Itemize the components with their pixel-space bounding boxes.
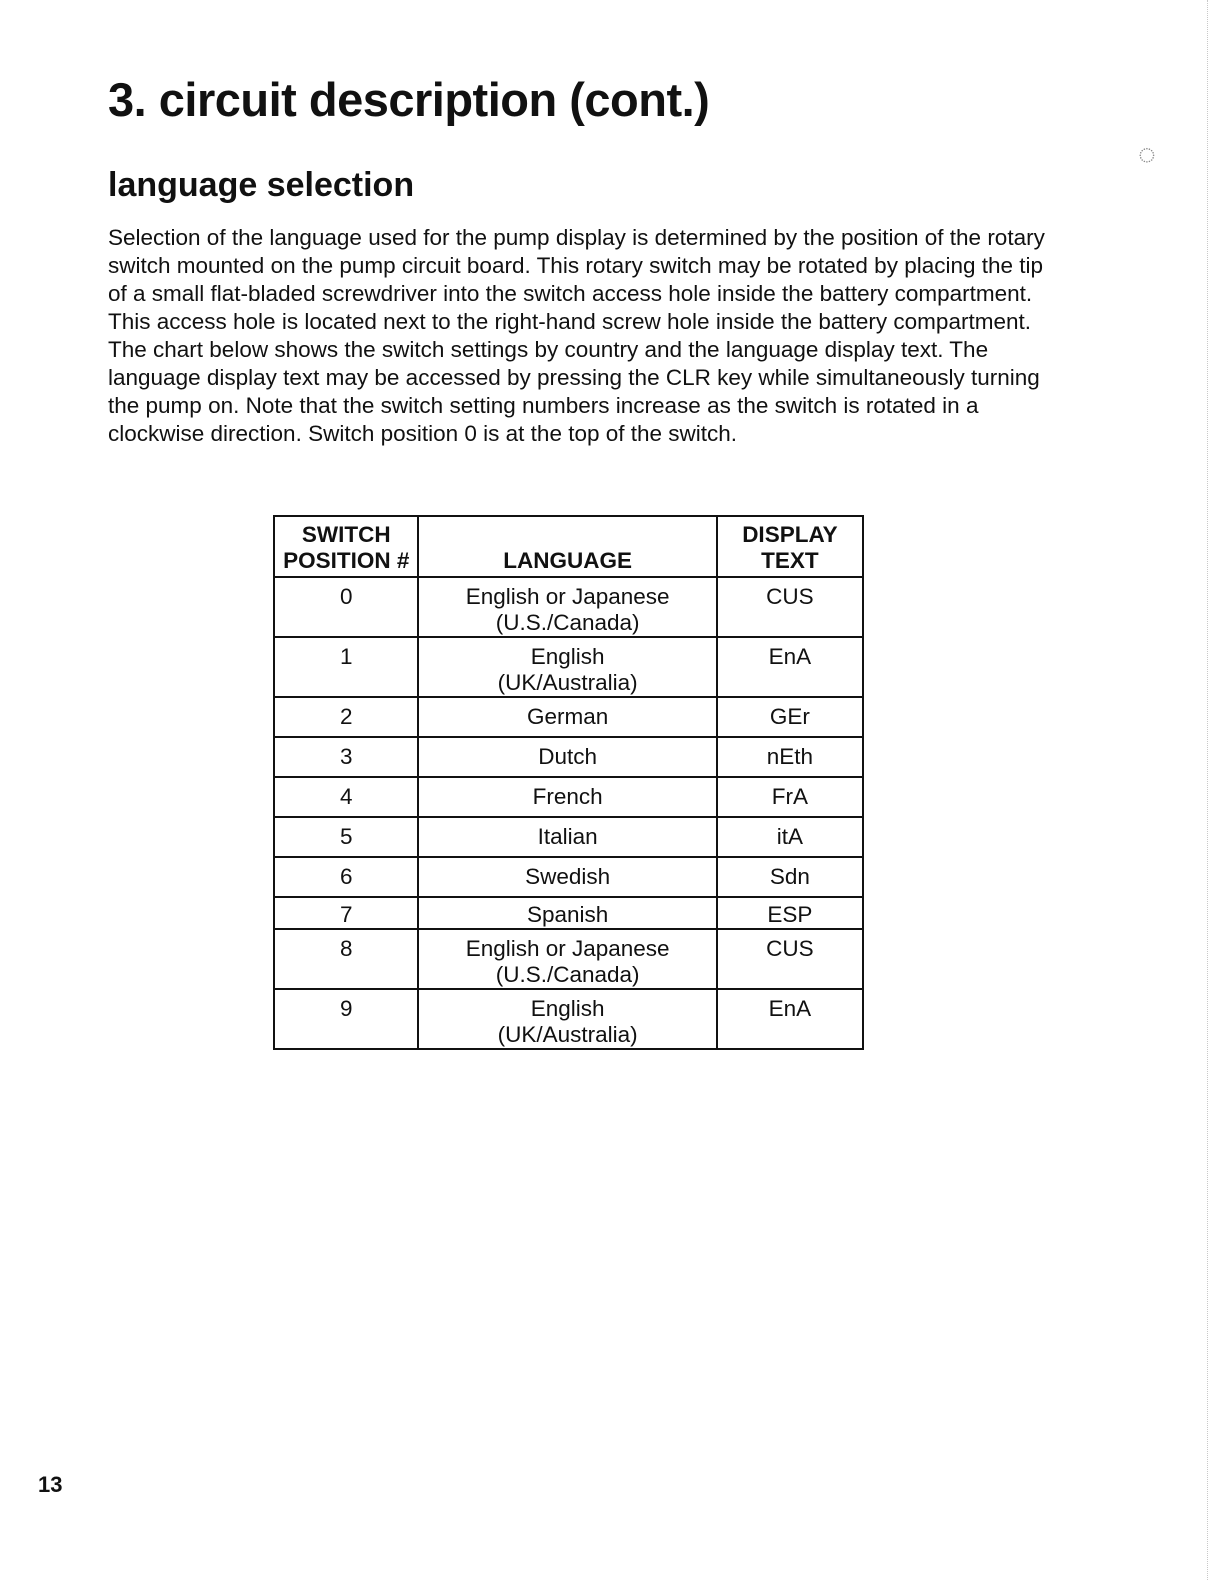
table-row [274, 817, 863, 857]
language-line1: English or Japanese [465, 584, 670, 609]
cell-language: Dutch [418, 737, 716, 777]
header-display-line2: TEXT [761, 548, 819, 573]
header-position-line2: POSITION # [283, 548, 410, 573]
header-language-label: LANGUAGE [503, 548, 633, 573]
cell-position: 6 [274, 857, 418, 897]
cell-language [418, 929, 716, 989]
table-row [274, 697, 863, 737]
cell-display: nEth [717, 737, 863, 777]
table-header-row [274, 516, 863, 577]
language-line1: English [530, 996, 605, 1021]
binder-hole-mark: ◌ [1138, 138, 1156, 171]
switch-settings-table [273, 515, 864, 1050]
cell-position: 5 [274, 817, 418, 857]
cell-position: 8 [274, 929, 418, 989]
language-line2: (UK/Australia) [497, 1022, 638, 1047]
table-row [274, 989, 863, 1049]
page-title: 3. circuit description (cont.) [108, 73, 710, 126]
cell-position: 7 [274, 897, 418, 929]
cell-display: itA [717, 817, 863, 857]
cell-position: 9 [274, 989, 418, 1049]
language-line2: (U.S./Canada) [495, 962, 640, 987]
cell-language: Swedish [418, 857, 716, 897]
language-line2: (U.S./Canada) [495, 610, 640, 635]
page-edge [1206, 0, 1208, 1580]
language-line2: (UK/Australia) [497, 670, 638, 695]
cell-position: 2 [274, 697, 418, 737]
table-row [274, 637, 863, 697]
cell-language: Italian [418, 817, 716, 857]
header-position-line1: SWITCH [301, 522, 391, 547]
cell-display: ESP [717, 897, 863, 929]
cell-language [418, 989, 716, 1049]
header-language [418, 516, 716, 577]
cell-language: German [418, 697, 716, 737]
header-display-line1: DISPLAY [742, 522, 838, 547]
table-row [274, 577, 863, 637]
cell-display: CUS [717, 577, 863, 637]
language-line1: English or Japanese [465, 936, 670, 961]
page-number: 13 [38, 1472, 63, 1497]
cell-language [418, 637, 716, 697]
cell-display: GEr [717, 697, 863, 737]
table-row [274, 897, 863, 929]
cell-language: Spanish [418, 897, 716, 929]
header-switch-position [274, 516, 418, 577]
body-paragraph: Selection of the language used for the pump display is determined by the position of the rotary switch mounted on the pump circuit board. This rotary switch may be rotated by placing the tip of a small flat-bladed screwdriver into the switch access hole inside the battery compartment. This access hole is located next to the right-hand screw hole inside the battery compartment. The chart below shows the switch settings by country and the language display text. The language display text may be accessed by pressing the CLR key while simultaneously turning the pump on. Note that the switch setting numbers increase as the switch is rotated in a clockwise direction. Switch position 0 is at the top of the switch. [108, 225, 1045, 446]
cell-position: 1 [274, 637, 418, 697]
table-row [274, 777, 863, 817]
table-row [274, 929, 863, 989]
cell-position: 0 [274, 577, 418, 637]
cell-display: Sdn [717, 857, 863, 897]
cell-position: 3 [274, 737, 418, 777]
cell-language: French [418, 777, 716, 817]
table-row [274, 857, 863, 897]
cell-display: EnA [717, 637, 863, 697]
section-heading: language selection [108, 166, 415, 204]
cell-display: FrA [717, 777, 863, 817]
cell-display: EnA [717, 989, 863, 1049]
language-line1: English [530, 644, 605, 669]
header-display-text [717, 516, 863, 577]
cell-language [418, 577, 716, 637]
table-row [274, 737, 863, 777]
cell-display: CUS [717, 929, 863, 989]
cell-position: 4 [274, 777, 418, 817]
